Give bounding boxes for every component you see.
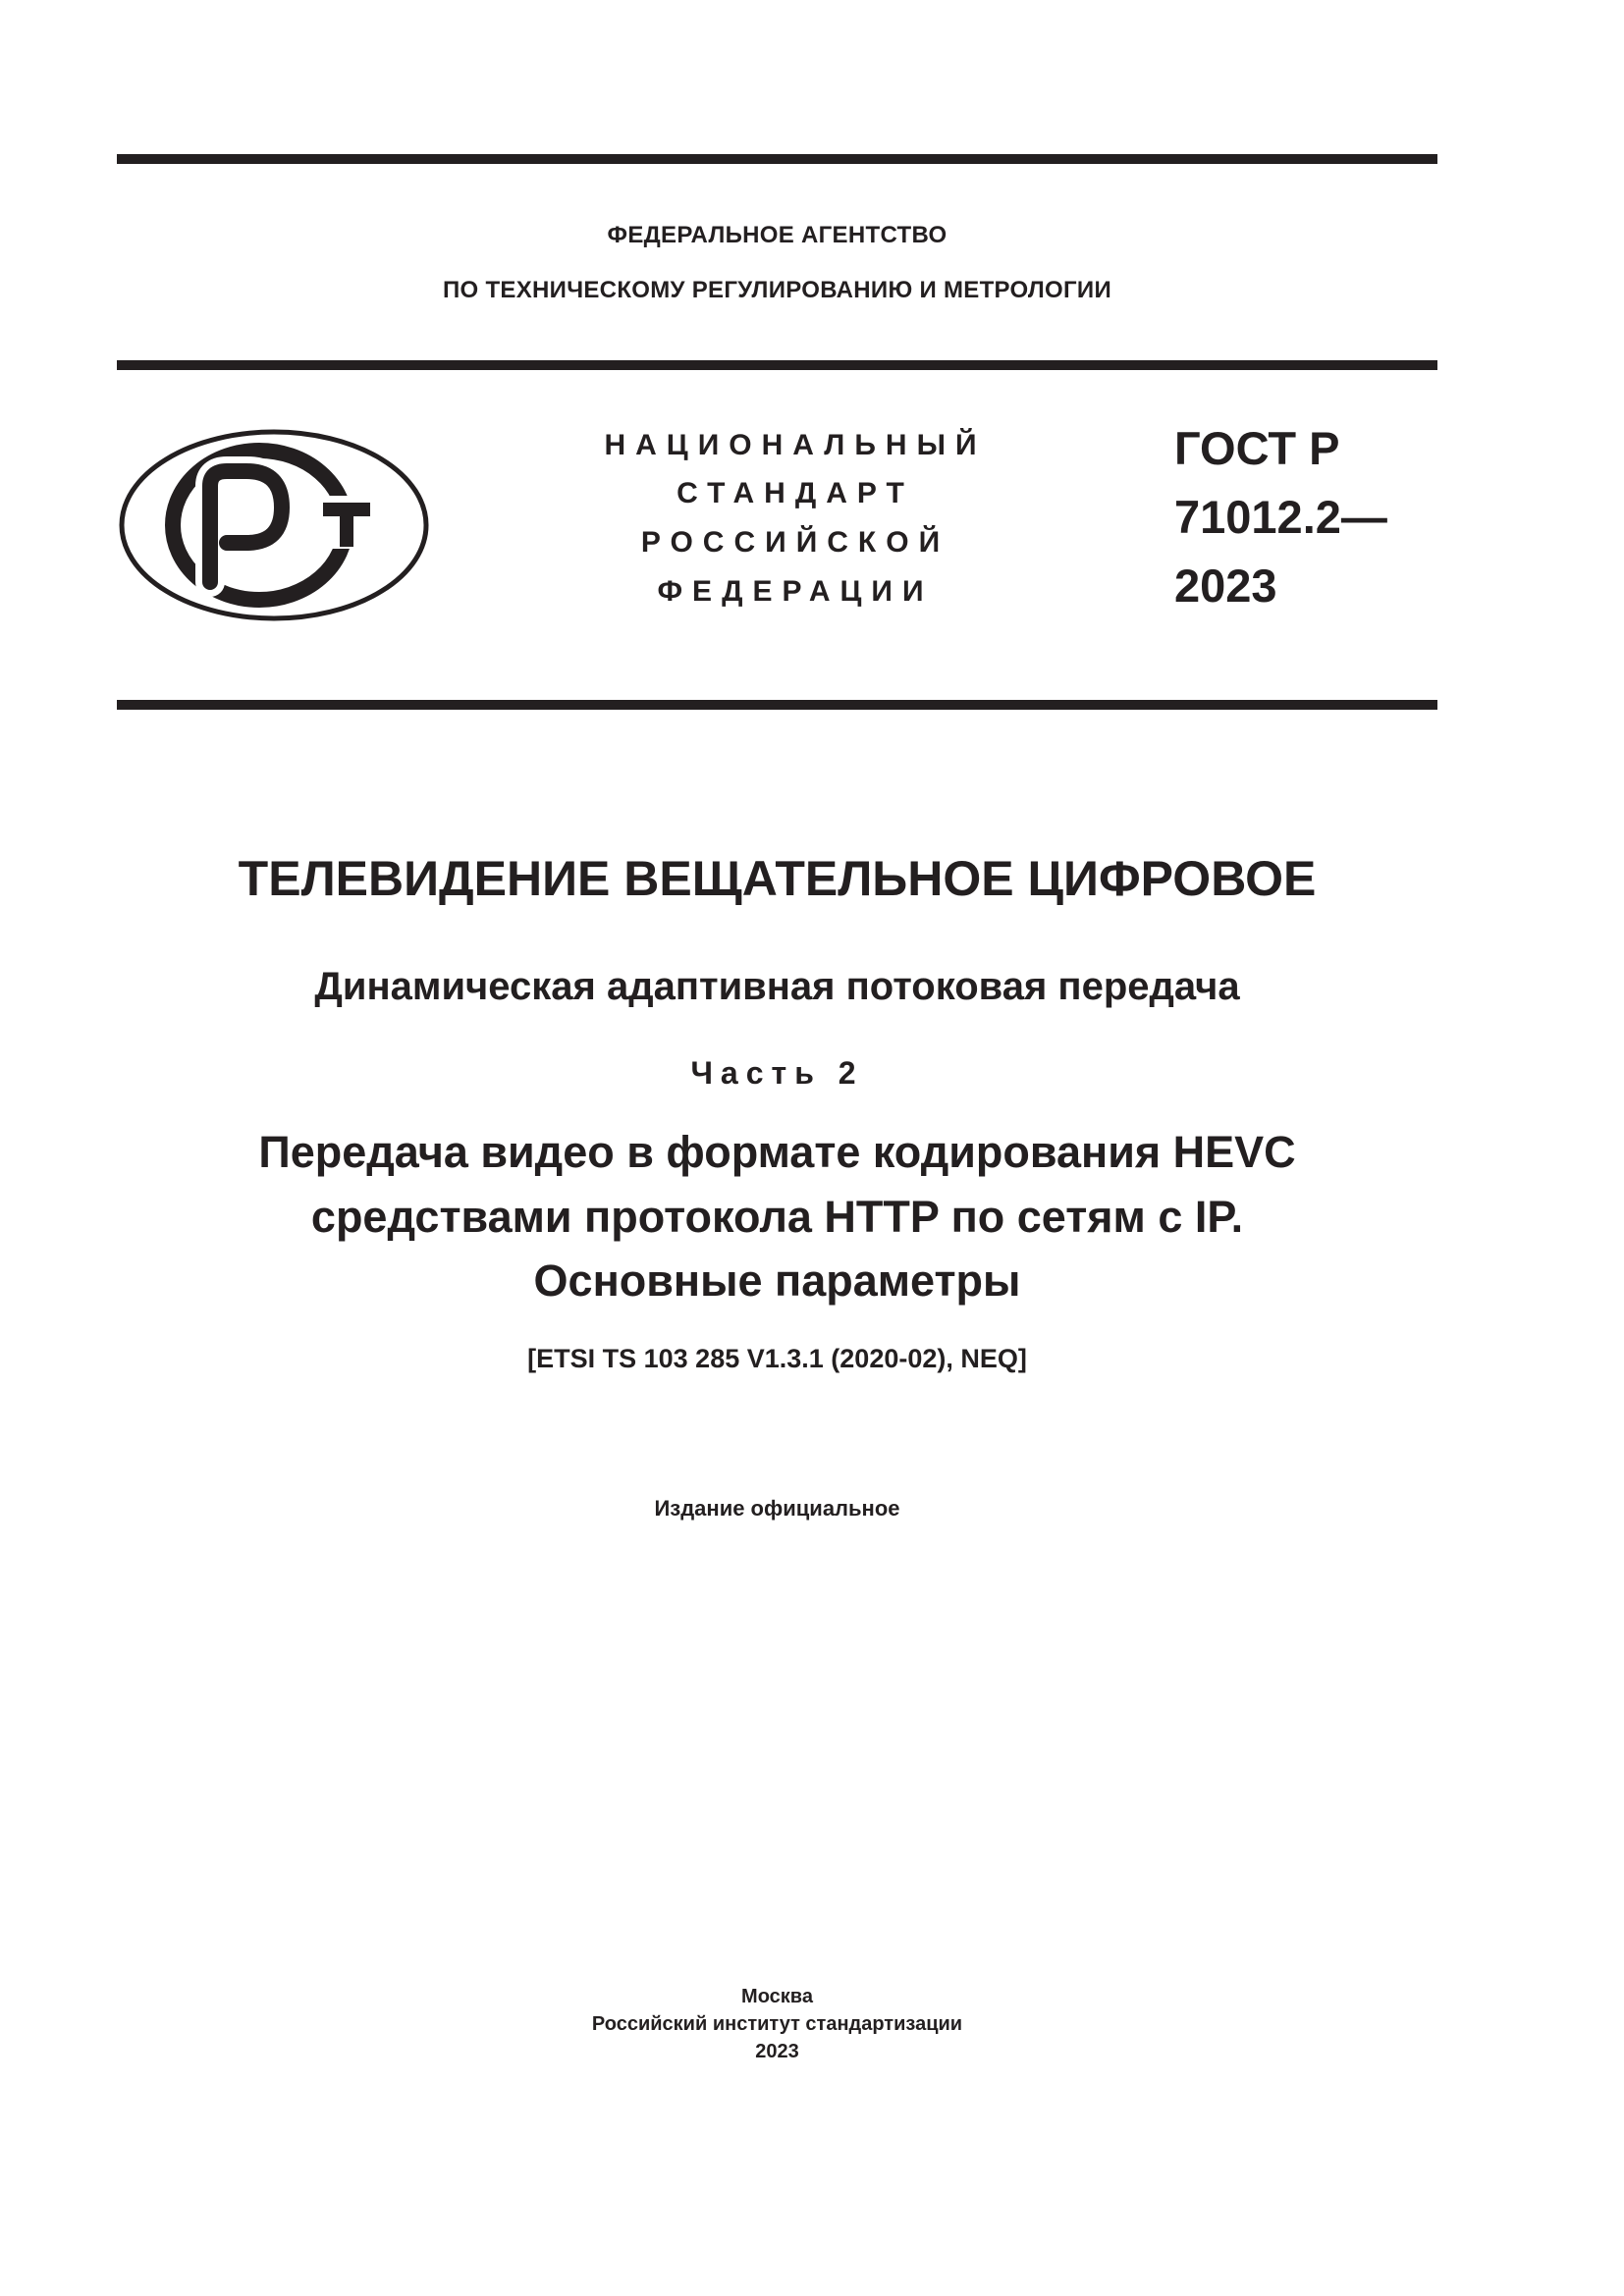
imprint-publisher: Российский институт стандартизации — [591, 2013, 963, 2035]
national-standard-line-1: НАЦИОНАЛЬНЫЙ — [604, 429, 987, 461]
national-standard-line-2: СТАНДАРТ — [677, 477, 914, 509]
agency-name-line-1: ФЕДЕРАЛЬНОЕ АГЕНТСТВО — [607, 222, 947, 248]
header-bottom-rule — [117, 700, 1437, 710]
header-rule — [117, 360, 1437, 370]
national-standard-line-4: ФЕДЕРАЦИИ — [657, 575, 934, 608]
standard-designation-line-2: 71012.2— — [1174, 491, 1387, 543]
part-number: Часть 2 — [690, 1055, 864, 1091]
edition-label: Издание официальное — [654, 1496, 900, 1521]
harmonization-reference: [ETSI TS 103 285 V1.3.1 (2020-02), NEQ] — [527, 1344, 1027, 1373]
main-title: ТЕЛЕВИДЕНИЕ ВЕЩАТЕЛЬНОЕ ЦИФРОВОЕ — [238, 851, 1317, 906]
standard-designation-line-3: 2023 — [1174, 560, 1277, 612]
top-rule — [117, 154, 1437, 164]
part-title-line-2: средствами протокола HTTP по сетям с IP. — [310, 1192, 1244, 1242]
part-title-line-1: Передача видео в формате кодирования HEVC — [258, 1127, 1296, 1177]
imprint-year: 2023 — [755, 2041, 799, 2062]
standard-designation-line-1: ГОСТ Р — [1174, 422, 1340, 474]
agency-name-line-2: ПО ТЕХНИЧЕСКОМУ РЕГУЛИРОВАНИЮ И МЕТРОЛОГИИ — [442, 277, 1112, 303]
part-title-line-3: Основные параметры — [533, 1255, 1021, 1306]
rst-certification-logo-icon — [117, 427, 431, 623]
subtitle: Динамическая адаптивная потоковая передача — [314, 965, 1240, 1008]
national-standard-line-3: РОССИЙСКОЙ — [640, 526, 950, 559]
imprint-city: Москва — [741, 1986, 813, 2007]
